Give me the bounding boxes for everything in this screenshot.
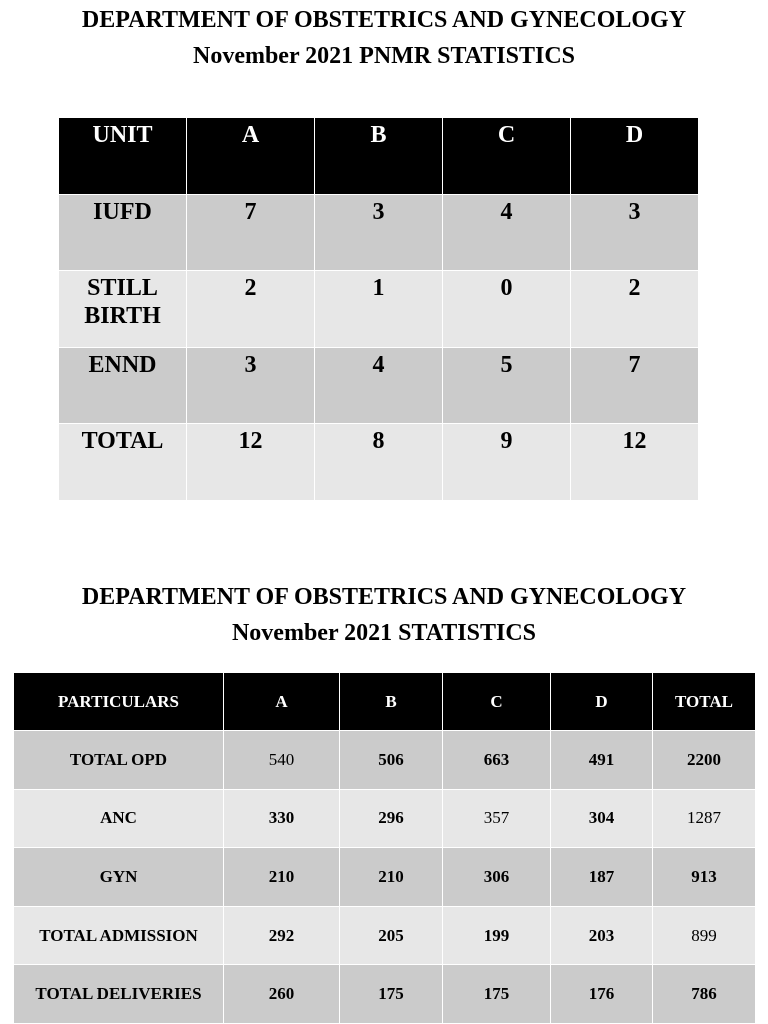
table-row	[14, 965, 756, 1024]
table-header-row	[59, 118, 699, 195]
table-cell: 292	[224, 906, 340, 965]
table-cell: 3	[187, 347, 315, 424]
column-header: PARTICULARS	[14, 673, 224, 731]
table-cell: 913	[653, 848, 756, 907]
table-row	[59, 271, 699, 348]
column-header: B	[315, 118, 443, 195]
table-cell: 7	[187, 194, 315, 271]
column-header: C	[443, 673, 551, 731]
table-cell: 5	[443, 347, 571, 424]
column-header: D	[551, 673, 653, 731]
table-cell: 205	[340, 906, 443, 965]
table-cell: 187	[551, 848, 653, 907]
table-row	[59, 194, 699, 271]
table-cell: 296	[340, 789, 443, 848]
table-cell: 899	[653, 906, 756, 965]
table-cell: 12	[571, 424, 699, 501]
table-cell: 3	[571, 194, 699, 271]
column-header: TOTAL	[653, 673, 756, 731]
table-row	[14, 906, 756, 965]
table-cell: 786	[653, 965, 756, 1024]
statistics-heading	[0, 579, 768, 651]
column-header: A	[187, 118, 315, 195]
row-label: GYN	[14, 848, 224, 907]
table-cell: 199	[443, 906, 551, 965]
monthly-statistics-table	[13, 672, 756, 1024]
statistics-subtitle: November 2021 STATISTICS	[231, 620, 537, 646]
table-cell: 210	[224, 848, 340, 907]
row-label: ENND	[59, 347, 187, 424]
table-cell: 7	[571, 347, 699, 424]
row-label: ANC	[14, 789, 224, 848]
department-title: DEPARTMENT OF OBSTETRICS AND GYNECOLOGY	[81, 584, 687, 610]
table-cell: 9	[443, 424, 571, 501]
table-cell: 175	[443, 965, 551, 1024]
pnmr-heading	[0, 2, 768, 74]
table-cell: 306	[443, 848, 551, 907]
column-header: B	[340, 673, 443, 731]
table-cell: 357	[443, 789, 551, 848]
table-cell: 1287	[653, 789, 756, 848]
table-cell: 4	[443, 194, 571, 271]
table-cell: 2	[571, 271, 699, 348]
table-cell: 1	[315, 271, 443, 348]
column-header: A	[224, 673, 340, 731]
table-cell: 4	[315, 347, 443, 424]
table-row	[59, 424, 699, 501]
table-cell: 260	[224, 965, 340, 1024]
column-header: UNIT	[59, 118, 187, 195]
table-cell: 2	[187, 271, 315, 348]
table-cell: 540	[224, 731, 340, 790]
table-cell: 330	[224, 789, 340, 848]
row-label: STILL BIRTH	[59, 271, 187, 348]
table-cell: 3	[315, 194, 443, 271]
row-label: TOTAL	[59, 424, 187, 501]
table-cell: 2200	[653, 731, 756, 790]
table-cell: 210	[340, 848, 443, 907]
table-cell: 663	[443, 731, 551, 790]
table-cell: 176	[551, 965, 653, 1024]
table-row	[14, 848, 756, 907]
table-row	[59, 347, 699, 424]
column-header: C	[443, 118, 571, 195]
table-cell: 8	[315, 424, 443, 501]
table-cell: 506	[340, 731, 443, 790]
table-cell: 203	[551, 906, 653, 965]
table-cell: 491	[551, 731, 653, 790]
pnmr-subtitle: November 2021 PNMR STATISTICS	[192, 43, 576, 69]
table-cell: 304	[551, 789, 653, 848]
table-row	[14, 731, 756, 790]
department-title: DEPARTMENT OF OBSTETRICS AND GYNECOLOGY	[81, 7, 687, 33]
table-row	[14, 789, 756, 848]
table-cell: 175	[340, 965, 443, 1024]
column-header: D	[571, 118, 699, 195]
table-cell: 0	[443, 271, 571, 348]
row-label: TOTAL OPD	[14, 731, 224, 790]
row-label: TOTAL DELIVERIES	[14, 965, 224, 1024]
table-header-row	[14, 673, 756, 731]
row-label: TOTAL ADMISSION	[14, 906, 224, 965]
pnmr-statistics-table	[58, 117, 699, 501]
table-cell: 12	[187, 424, 315, 501]
row-label: IUFD	[59, 194, 187, 271]
